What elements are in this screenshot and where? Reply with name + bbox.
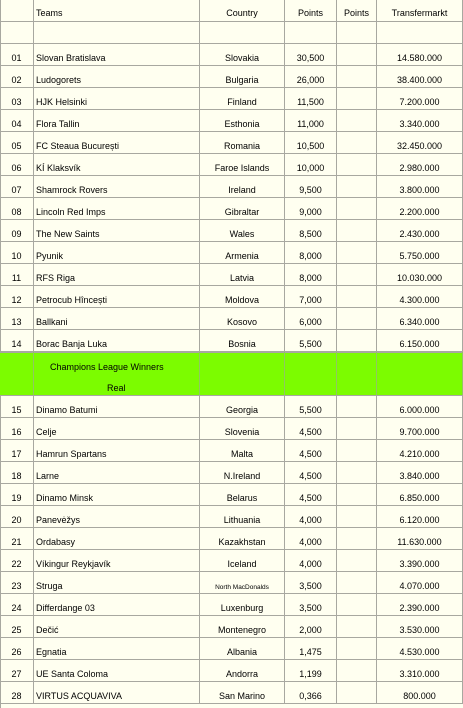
banner-cell[interactable] <box>377 352 463 396</box>
rank-cell[interactable]: 14 <box>0 330 34 352</box>
points-cell[interactable]: 4,500 <box>285 462 337 484</box>
team-cell[interactable]: Dinamo Batumi <box>34 396 200 418</box>
points-2-cell[interactable] <box>337 484 377 506</box>
table-row <box>0 44 463 66</box>
points-2-cell[interactable] <box>337 88 377 110</box>
team-cell[interactable]: Egnatia <box>34 638 200 660</box>
country-cell[interactable]: Kazakhstan <box>200 528 285 550</box>
empty-cell[interactable] <box>200 22 285 44</box>
team-cell[interactable]: The New Saints <box>34 220 200 242</box>
transfermarkt-cell[interactable]: 4.300.000 <box>377 286 463 308</box>
points-cell[interactable]: 4,000 <box>285 550 337 572</box>
country-cell[interactable]: Iceland <box>200 550 285 572</box>
points-cell[interactable]: 4,500 <box>285 484 337 506</box>
points-2-cell[interactable] <box>337 44 377 66</box>
transfermarkt-cell[interactable]: 2.430.000 <box>377 220 463 242</box>
country-cell[interactable]: Lithuania <box>200 506 285 528</box>
table-row <box>0 242 463 264</box>
table-row <box>0 572 463 594</box>
table-row <box>0 110 463 132</box>
country-cell[interactable]: Bosnia <box>200 330 285 352</box>
country-cell[interactable]: Moldova <box>200 286 285 308</box>
points-cell[interactable]: 10,000 <box>285 154 337 176</box>
country-cell[interactable]: Faroe Islands <box>200 154 285 176</box>
rank-cell[interactable]: 16 <box>0 418 34 440</box>
points-2-cell[interactable] <box>337 66 377 88</box>
points-2-cell[interactable] <box>337 176 377 198</box>
points-2-cell[interactable] <box>337 308 377 330</box>
points-2-cell[interactable] <box>337 330 377 352</box>
points-cell[interactable]: 8,500 <box>285 220 337 242</box>
banner-subtitle: Real <box>107 383 126 393</box>
table-row <box>0 396 463 418</box>
transfermarkt-cell[interactable]: 9.700.000 <box>377 418 463 440</box>
points-cell[interactable]: 5,500 <box>285 396 337 418</box>
transfermarkt-cell[interactable]: 2.980.000 <box>377 154 463 176</box>
points-cell[interactable]: 7,000 <box>285 286 337 308</box>
banner-cell[interactable] <box>337 352 377 396</box>
rank-cell[interactable]: 17 <box>0 440 34 462</box>
points-cell[interactable]: 4,500 <box>285 440 337 462</box>
points-2-cell[interactable] <box>337 154 377 176</box>
table-row <box>0 198 463 220</box>
team-cell[interactable]: Lincoln Red Imps <box>34 198 200 220</box>
points-2-cell[interactable] <box>337 638 377 660</box>
header-teams[interactable]: Teams <box>34 0 200 22</box>
team-cell[interactable]: Ballkani <box>34 308 200 330</box>
country-cell[interactable]: Luxenburg <box>200 594 285 616</box>
table-row <box>0 660 463 682</box>
table-row <box>0 638 463 660</box>
points-2-cell[interactable] <box>337 198 377 220</box>
points-2-cell[interactable] <box>337 616 377 638</box>
points-cell[interactable]: 4,000 <box>285 506 337 528</box>
rank-cell[interactable]: 08 <box>0 198 34 220</box>
empty-cell[interactable] <box>285 22 337 44</box>
country-cell[interactable]: Montenegro <box>200 616 285 638</box>
table-row <box>0 418 463 440</box>
table-row <box>0 220 463 242</box>
country-cell[interactable]: Esthonia <box>200 110 285 132</box>
points-cell[interactable]: 10,500 <box>285 132 337 154</box>
team-cell[interactable]: KÍ Klaksvík <box>34 154 200 176</box>
header-country[interactable]: Country <box>200 0 285 22</box>
transfermarkt-cell[interactable]: 10.030.000 <box>377 264 463 286</box>
points-2-cell[interactable] <box>337 396 377 418</box>
points-cell[interactable]: 2,000 <box>285 616 337 638</box>
country-cell[interactable]: N.Ireland <box>200 462 285 484</box>
rank-cell[interactable]: 02 <box>0 66 34 88</box>
team-cell[interactable]: Hamrun Spartans <box>34 440 200 462</box>
empty-cell[interactable] <box>34 22 200 44</box>
country-cell[interactable]: Bulgaria <box>200 66 285 88</box>
table-row <box>0 330 463 352</box>
rank-cell[interactable]: 10 <box>0 242 34 264</box>
points-2-cell[interactable] <box>337 682 377 704</box>
points-2-cell[interactable] <box>337 528 377 550</box>
country-cell[interactable]: San Marino <box>200 682 285 704</box>
points-cell[interactable]: 6,000 <box>285 308 337 330</box>
banner-title: Champions League Winners <box>50 362 164 372</box>
team-cell[interactable]: Flora Tallin <box>34 110 200 132</box>
country-cell[interactable]: Latvia <box>200 264 285 286</box>
table-row <box>0 132 463 154</box>
transfermarkt-cell[interactable]: 32.450.000 <box>377 132 463 154</box>
points-cell[interactable]: 30,500 <box>285 44 337 66</box>
rank-cell[interactable]: 19 <box>0 484 34 506</box>
team-cell[interactable]: Borac Banja Luka <box>34 330 200 352</box>
team-cell[interactable]: Larne <box>34 462 200 484</box>
country-cell[interactable]: Armenia <box>200 242 285 264</box>
header-points[interactable]: Points <box>285 0 337 22</box>
banner-cell[interactable] <box>0 352 34 396</box>
points-2-cell[interactable] <box>337 110 377 132</box>
transfermarkt-cell[interactable]: 6.000.000 <box>377 396 463 418</box>
transfermarkt-cell[interactable]: 7.200.000 <box>377 88 463 110</box>
points-2-cell[interactable] <box>337 550 377 572</box>
team-cell[interactable]: VIRTUS ACQUAVIVA <box>34 682 200 704</box>
country-cell[interactable]: Georgia <box>200 396 285 418</box>
rank-cell[interactable]: 13 <box>0 308 34 330</box>
points-2-cell[interactable] <box>337 264 377 286</box>
table-row <box>0 528 463 550</box>
points-cell[interactable]: 4,000 <box>285 528 337 550</box>
transfermarkt-cell[interactable]: 4.070.000 <box>377 572 463 594</box>
table-row <box>0 682 463 704</box>
transfermarkt-cell[interactable]: 3.310.000 <box>377 660 463 682</box>
table-row <box>0 550 463 572</box>
rank-cell[interactable]: 04 <box>0 110 34 132</box>
team-cell[interactable]: RFS Riga <box>34 264 200 286</box>
empty-cell[interactable] <box>337 22 377 44</box>
points-2-cell[interactable] <box>337 462 377 484</box>
table-row <box>0 462 463 484</box>
table-row <box>0 308 463 330</box>
team-cell[interactable]: Pyunik <box>34 242 200 264</box>
team-cell[interactable]: Víkingur Reykjavík <box>34 550 200 572</box>
country-cell[interactable]: Albania <box>200 638 285 660</box>
points-cell[interactable]: 9,000 <box>285 198 337 220</box>
country-cell[interactable]: Malta <box>200 440 285 462</box>
table-row <box>0 484 463 506</box>
points-2-cell[interactable] <box>337 418 377 440</box>
rank-cell[interactable]: 01 <box>0 44 34 66</box>
table-row <box>0 154 463 176</box>
header-transfermarkt[interactable]: Transfermarkt <box>377 0 463 22</box>
rank-cell[interactable]: 05 <box>0 132 34 154</box>
rank-cell[interactable]: 26 <box>0 638 34 660</box>
rank-cell[interactable]: 06 <box>0 154 34 176</box>
transfermarkt-cell[interactable]: 4.530.000 <box>377 638 463 660</box>
team-cell[interactable]: Dečić <box>34 616 200 638</box>
country-cell[interactable]: Finland <box>200 88 285 110</box>
transfermarkt-cell[interactable]: 5.750.000 <box>377 242 463 264</box>
team-cell[interactable]: Struga <box>34 572 200 594</box>
team-cell[interactable]: Differdange 03 <box>34 594 200 616</box>
country-cell[interactable]: Belarus <box>200 484 285 506</box>
empty-row <box>0 22 463 44</box>
country-cell[interactable]: Andorra <box>200 660 285 682</box>
points-cell[interactable]: 11,000 <box>285 110 337 132</box>
points-2-cell[interactable] <box>337 286 377 308</box>
team-cell[interactable]: Celje <box>34 418 200 440</box>
points-cell[interactable]: 1,199 <box>285 660 337 682</box>
champions-banner[interactable] <box>0 352 463 396</box>
transfermarkt-cell[interactable]: 3.390.000 <box>377 550 463 572</box>
points-cell[interactable]: 9,500 <box>285 176 337 198</box>
team-cell[interactable]: Petrocub Hîncești <box>34 286 200 308</box>
transfermarkt-cell[interactable]: 2.390.000 <box>377 594 463 616</box>
table-row <box>0 506 463 528</box>
table-row <box>0 616 463 638</box>
table-row <box>0 176 463 198</box>
team-cell[interactable]: Ordabasy <box>34 528 200 550</box>
points-cell[interactable]: 1,475 <box>285 638 337 660</box>
rank-cell[interactable]: 22 <box>0 550 34 572</box>
rank-cell[interactable]: 27 <box>0 660 34 682</box>
country-cell[interactable]: Romania <box>200 132 285 154</box>
points-2-cell[interactable] <box>337 594 377 616</box>
table-row <box>0 440 463 462</box>
rank-cell[interactable]: 20 <box>0 506 34 528</box>
rank-cell[interactable]: 03 <box>0 88 34 110</box>
team-cell[interactable]: FC Steaua București <box>34 132 200 154</box>
country-cell[interactable]: Slovenia <box>200 418 285 440</box>
rank-cell[interactable]: 11 <box>0 264 34 286</box>
transfermarkt-cell[interactable]: 11.630.000 <box>377 528 463 550</box>
points-cell[interactable]: 0,366 <box>285 682 337 704</box>
team-cell[interactable]: Panevėžys <box>34 506 200 528</box>
country-cell[interactable]: Gibraltar <box>200 198 285 220</box>
points-2-cell[interactable] <box>337 220 377 242</box>
points-cell[interactable]: 26,000 <box>285 66 337 88</box>
transfermarkt-cell[interactable]: 3.530.000 <box>377 616 463 638</box>
team-cell[interactable]: Slovan Bratislava <box>34 44 200 66</box>
header-points-2[interactable]: Points <box>337 0 377 22</box>
banner-cell[interactable] <box>200 352 285 396</box>
country-cell[interactable]: Ireland <box>200 176 285 198</box>
transfermarkt-cell[interactable]: 2.200.000 <box>377 198 463 220</box>
points-cell[interactable]: 3,500 <box>285 572 337 594</box>
transfermarkt-cell[interactable]: 14.580.000 <box>377 44 463 66</box>
rank-cell[interactable]: 23 <box>0 572 34 594</box>
rank-cell[interactable]: 12 <box>0 286 34 308</box>
transfermarkt-cell[interactable]: 6.120.000 <box>377 506 463 528</box>
header-rank[interactable] <box>0 0 34 22</box>
team-cell[interactable]: Ludogorets <box>34 66 200 88</box>
points-cell[interactable]: 3,500 <box>285 594 337 616</box>
transfermarkt-cell[interactable]: 3.800.000 <box>377 176 463 198</box>
transfermarkt-cell[interactable]: 800.000 <box>377 682 463 704</box>
country-cell[interactable]: Wales <box>200 220 285 242</box>
country-cell[interactable]: Slovakia <box>200 44 285 66</box>
transfermarkt-cell[interactable]: 6.150.000 <box>377 330 463 352</box>
transfermarkt-cell[interactable]: 3.340.000 <box>377 110 463 132</box>
points-2-cell[interactable] <box>337 660 377 682</box>
country-cell[interactable]: North MacDonalds <box>200 572 285 594</box>
points-cell[interactable]: 4,500 <box>285 418 337 440</box>
table-row <box>0 286 463 308</box>
points-cell[interactable]: 5,500 <box>285 330 337 352</box>
team-cell[interactable]: Shamrock Rovers <box>34 176 200 198</box>
transfermarkt-cell[interactable]: 3.840.000 <box>377 462 463 484</box>
transfermarkt-cell[interactable]: 38.400.000 <box>377 66 463 88</box>
points-2-cell[interactable] <box>337 440 377 462</box>
points-2-cell[interactable] <box>337 572 377 594</box>
points-cell[interactable]: 11,500 <box>285 88 337 110</box>
points-2-cell[interactable] <box>337 132 377 154</box>
rank-cell[interactable]: 18 <box>0 462 34 484</box>
rank-cell[interactable]: 09 <box>0 220 34 242</box>
empty-cell[interactable] <box>377 22 463 44</box>
rank-cell[interactable]: 25 <box>0 616 34 638</box>
table-row <box>0 264 463 286</box>
rank-cell[interactable]: 24 <box>0 594 34 616</box>
rank-cell[interactable]: 21 <box>0 528 34 550</box>
team-cell[interactable]: HJK Helsinki <box>34 88 200 110</box>
points-2-cell[interactable] <box>337 506 377 528</box>
rank-cell[interactable]: 28 <box>0 682 34 704</box>
points-cell[interactable]: 8,000 <box>285 242 337 264</box>
rank-cell[interactable]: 15 <box>0 396 34 418</box>
team-cell[interactable]: UE Santa Coloma <box>34 660 200 682</box>
points-2-cell[interactable] <box>337 242 377 264</box>
rank-cell[interactable]: 07 <box>0 176 34 198</box>
banner-cell[interactable] <box>285 352 337 396</box>
table-row <box>0 88 463 110</box>
points-cell[interactable]: 8,000 <box>285 264 337 286</box>
header-row <box>0 0 463 22</box>
table-row <box>0 594 463 616</box>
empty-cell[interactable] <box>0 22 34 44</box>
transfermarkt-cell[interactable]: 6.340.000 <box>377 308 463 330</box>
country-cell[interactable]: Kosovo <box>200 308 285 330</box>
transfermarkt-cell[interactable]: 4.210.000 <box>377 440 463 462</box>
transfermarkt-cell[interactable]: 6.850.000 <box>377 484 463 506</box>
table-row <box>0 66 463 88</box>
team-cell[interactable]: Dinamo Minsk <box>34 484 200 506</box>
